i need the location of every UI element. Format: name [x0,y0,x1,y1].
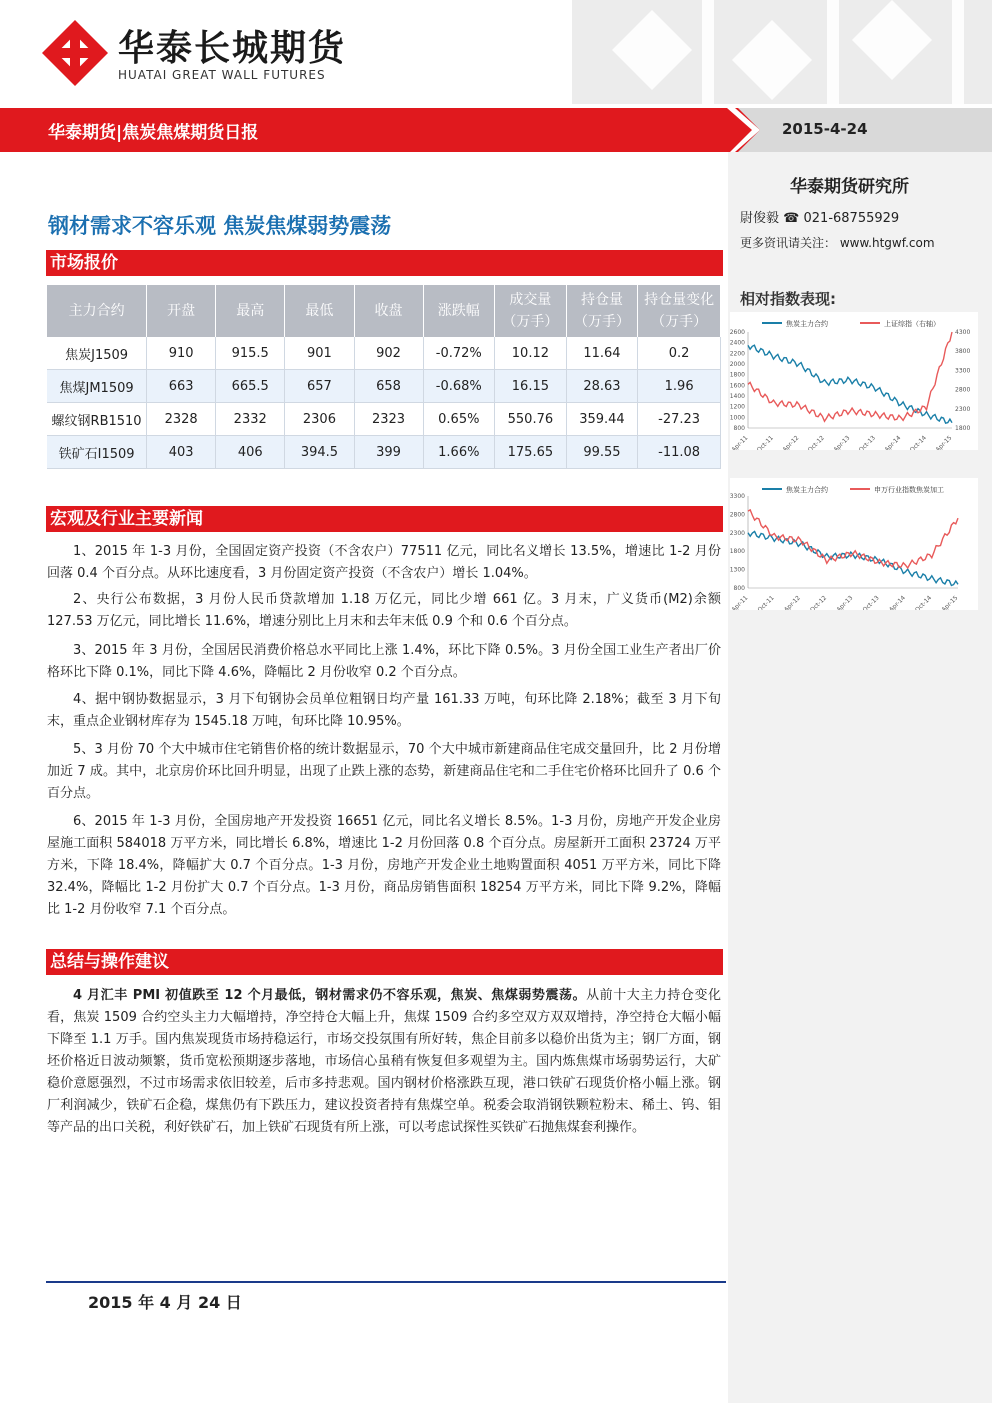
col-volume: 成交量 （万手） [495,285,567,337]
chart-2 [730,478,978,610]
x-tick-label: Apr-13 [832,434,852,450]
y-tick-label: 1400 [730,393,745,400]
y-tick-label: 1000 [730,414,745,422]
chart-1-svg [730,312,978,450]
y2-tick-label: 3300 [955,367,971,375]
y2-tick-label: 1800 [955,425,971,432]
series-line [748,510,958,568]
section-summary: 总结与操作建议 [46,949,723,975]
cell-oi-change: -27.23 [638,403,721,436]
cell-high: 2332 [216,403,285,436]
x-tick-label: Apr-12 [781,434,801,450]
y-tick-label: 2800 [730,511,745,519]
cell-contract: 螺纹钢RB1510 [47,403,147,436]
chart-2-svg [730,478,978,610]
y-tick-label: 1800 [730,371,745,379]
x-tick-label: Oct-11 [755,434,775,450]
cell-oi: 28.63 [566,370,638,403]
x-tick-label: Apr-13 [835,594,855,610]
y2-tick-label: 2800 [955,386,971,394]
legend-label: 焦炭主力合约 [786,320,828,328]
quotes-table [47,285,721,469]
brand-name-en: HUATAI GREAT WALL FUTURES [118,68,326,82]
y-tick-label: 800 [733,585,745,592]
col-close: 收盘 [354,285,423,337]
y2-tick-label: 2300 [955,405,971,413]
cell-close: 902 [354,337,423,370]
huatai-logo [40,18,110,88]
cell-oi: 11.64 [566,337,638,370]
cell-oi: 359.44 [566,403,638,436]
header-decoration [572,0,992,104]
cell-volume: 175.65 [495,436,567,469]
news-item-4: 4、据中钢协数据显示，3 月下旬钢协会员单位粗钢日均产量 161.33 万吨，旬环比降 2.18%；截至 3 月下旬末，重点企业钢材库存为 1545.18 万吨，旬环比降 10.95%。 [47,692,721,729]
cell-high: 406 [216,436,285,469]
col-open: 开盘 [147,285,216,337]
cell-contract: 焦煤JM1509 [47,370,147,403]
y-tick-label: 2400 [730,339,745,347]
cell-oi-change: 1.96 [638,370,721,403]
cell-close: 2323 [354,403,423,436]
x-tick-label: Apr-15 [934,434,954,450]
y-tick-label: 1300 [730,566,745,574]
x-tick-label: Oct-14 [913,594,934,610]
series-line [748,332,952,421]
cell-volume: 16.15 [495,370,567,403]
y-tick-label: 1600 [730,382,745,390]
analyst-name: 尉俊毅 [740,211,780,226]
cell-low: 901 [285,337,354,370]
cell-open: 663 [147,370,216,403]
more-info-label: 更多资讯请关注： [740,236,837,250]
cell-oi: 99.55 [566,436,638,469]
analyst-contact [740,207,899,226]
legend-label: 申万行业指数焦炭加工 [874,486,944,494]
legend-label: 上证综指（右轴） [884,320,940,328]
y-tick-label: 2600 [730,329,745,336]
cell-oi-change: 0.2 [638,337,721,370]
report-title: 华泰期货|焦炭焦煤期货日报 [48,123,259,143]
col-change: 涨跌幅 [423,285,495,337]
x-tick-label: Apr-11 [730,434,750,450]
main-headline: 钢材需求不容乐观 焦炭焦煤弱势震荡 [48,214,392,238]
cell-change: 1.66% [423,436,495,469]
x-tick-label: Oct-11 [756,594,776,610]
institute-name: 华泰期货研究所 [790,177,909,197]
y-tick-label: 1200 [730,403,745,411]
relative-index-title: 相对指数表现: [740,290,836,308]
cell-low: 2306 [285,403,354,436]
summary-lead: 4 月汇丰 PMI 初值跌至 12 个月最低，钢材需求仍不容乐观，焦炭、焦煤弱势震荡。 [73,988,587,1003]
cell-close: 399 [354,436,423,469]
cell-low: 657 [285,370,354,403]
x-tick-label: Apr-12 [782,594,802,610]
col-oi-change: 持仓量变化 （万手） [638,285,721,337]
cell-change: 0.65% [423,403,495,436]
table-row [47,403,721,436]
y-tick-label: 800 [733,425,745,432]
x-tick-label: Apr-15 [940,594,960,610]
table-row [47,337,721,370]
x-tick-label: Oct-13 [857,434,877,450]
legend-label: 焦炭主力合约 [786,486,828,494]
cell-low: 394.5 [285,436,354,469]
news-item-3: 3、2015 年 3 月份，全国居民消费价格总水平同比上涨 1.4%，环比下降 0.5%。3 月份全国工业生产者出厂价格环比下降 0.1%，同比下降 4.6%，降幅比 2 月份收窄 0.2 个百分点。 [47,643,721,680]
footer-date: 2015 年 4 月 24 日 [88,1293,242,1312]
news-item-6: 6、2015 年 1-3 月份，全国房地产开发投资 16651 亿元，同比名义增长 8.5%。1-3 月份，房地产开发企业房屋施工面积 584018 万平方米，同比增长 6.8%，增速比 1-2 月份回落 0.8 个百分点。房屋新开工面积 23724 万平方米，下降 18.4%，降幅扩大 0.7 个百分点。1-3 月份，房地产开发企业土地购置面积 4051 万平方米，同比下降 32.4%，降幅比 1-2 月份扩大 0.7 个百分点。1-3 月份，商品房销售面积 18254 万平方米，同比下降 9.2%，降幅比 1-2 月份收窄 7.1 个百分点。 [47,814,721,917]
col-oi: 持仓量 （万手） [566,285,638,337]
news-item-2: 2、央行公布数据，3 月份人民币贷款增加 1.18 万亿元，同比少增 661 亿。3 月末，广义货币(M2)余额 127.53 万亿元，同比增长 11.6%，增速分别比上月末和去年末低 0.9 个和 0.6 个百分点。 [47,592,721,629]
table-header-row [47,285,721,337]
cell-change: -0.72% [423,337,495,370]
news-item-1: 1、2015 年 1-3 月份，全国固定资产投资（不含农户）77511 亿元，同比名义增长 13.5%，增速比 1-2 月份回落 0.4 个百分点。从环比速度看，3 月份固定资产投资（不含农户）增长 1.04%。 [47,544,721,581]
phone-icon: ☎ [783,211,800,226]
y2-tick-label: 4300 [955,329,971,336]
cell-contract: 铁矿石I1509 [47,436,147,469]
cell-high: 665.5 [216,370,285,403]
y-tick-label: 2200 [730,350,745,358]
y-tick-label: 1800 [730,548,745,556]
x-tick-label: Apr-11 [730,594,750,610]
analyst-phone: 021-68755929 [803,211,900,226]
cell-volume: 550.76 [495,403,567,436]
col-contract: 主力合约 [47,285,147,337]
brand-name-cn: 华泰长城期货 [118,28,347,69]
chart-1 [730,312,978,450]
cell-open: 2328 [147,403,216,436]
summary-body: 从前十大主力持仓变化看，焦炭 1509 合约空头主力大幅增持，净空持仓大幅上升，焦煤 1509 合约多空双方双双增持，净空持仓大幅小幅下降至 1.1 万手。国内焦炭现货市场持稳运行，市场交投氛围有所好转，焦企目前多以稳价出货为主；钢厂方面，钢坯价格近日波动频繁，货币宽松预期逐步落地，市场信心虽稍有恢复但多观望为主。国内炼焦煤市场弱势运行，大矿稳价意愿强烈，不过市场需求依旧较差，后市多持悲观。国内钢材价格涨跌互现，港口铁矿石现货价格小幅上涨。钢厂利润减少，铁矿石企稳，煤焦仍有下跌压力，建议投资者持有焦煤空单。税委会取消钢铁颗粒粉末、稀土、钨、钼等产品的出口关税，利好铁矿石，加上铁矿石现货有所上涨，可以考虑试探性买铁矿石抛焦煤套利操作。 [47,988,721,1135]
cell-oi-change: -11.08 [638,436,721,469]
table-row [47,370,721,403]
x-tick-label: Oct-12 [806,434,826,450]
report-date: 2015-4-24 [782,120,868,138]
cell-open: 403 [147,436,216,469]
table-row [47,436,721,469]
footer-rule [46,1281,726,1283]
col-high: 最高 [216,285,285,337]
website-link[interactable]: www.htgwf.com [839,236,935,250]
section-news: 宏观及行业主要新闻 [46,506,723,532]
x-tick-label: Oct-13 [861,594,881,610]
cell-volume: 10.12 [495,337,567,370]
y-tick-label: 3300 [730,493,745,500]
y-tick-label: 2300 [730,529,745,537]
cell-high: 915.5 [216,337,285,370]
col-low: 最低 [285,285,354,337]
section-market: 市场报价 [46,250,723,276]
news-item-5: 5、3 月份 70 个大中城市住宅销售价格的统计数据显示，70 个大中城市新建商品住宅成交量回升，比 2 月份增加近 7 成。其中，北京房价环比回升明显，出现了止跌上涨的态势，新建商品住宅和二手住宅价格环比回升了 0.6 个百分点。 [47,742,721,801]
summary-paragraph [47,985,721,1139]
x-tick-label: Apr-14 [887,594,907,610]
more-info [740,234,935,251]
cell-contract: 焦炭J1509 [47,337,147,370]
x-tick-label: Apr-14 [883,434,903,450]
cell-open: 910 [147,337,216,370]
cell-change: -0.68% [423,370,495,403]
x-tick-label: Oct-14 [908,434,928,450]
x-tick-label: Oct-12 [808,594,829,610]
y-tick-label: 2000 [730,361,745,368]
cell-close: 658 [354,370,423,403]
y2-tick-label: 3800 [955,348,971,356]
